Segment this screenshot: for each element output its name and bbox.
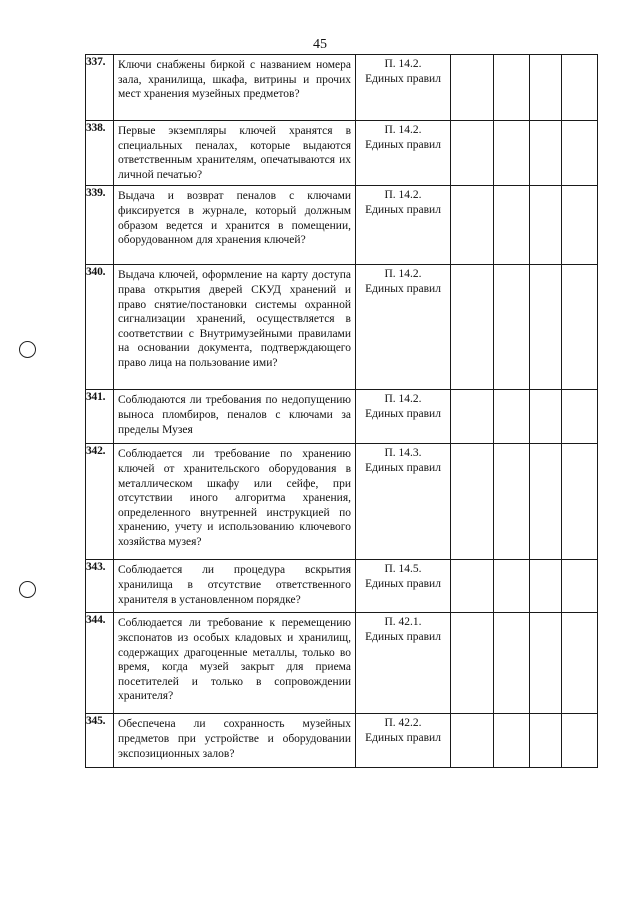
answer-cell[interactable] <box>494 55 530 121</box>
answer-cell[interactable] <box>530 714 562 768</box>
answer-cell[interactable] <box>562 186 598 265</box>
answer-cell[interactable] <box>451 55 494 121</box>
checklist-table <box>85 54 598 768</box>
table-row <box>86 714 598 768</box>
row-number: 337. <box>86 55 114 121</box>
reference-source: Единых правил <box>365 138 441 151</box>
reference-point: П. 42.1. <box>384 616 422 629</box>
answer-cell[interactable] <box>530 265 562 390</box>
answer-cell[interactable] <box>530 186 562 265</box>
question-text: Соблюдается ли процедура вскрытия хранилища в отсутствие ответственного хранителя в установленном порядке? <box>114 560 356 613</box>
answer-cell[interactable] <box>451 265 494 390</box>
answer-cell[interactable] <box>494 714 530 768</box>
answer-cell[interactable] <box>451 186 494 265</box>
answer-cell[interactable] <box>494 265 530 390</box>
row-number: 342. <box>86 444 114 560</box>
table-row <box>86 444 598 560</box>
reference-source: Единых правил <box>365 577 441 590</box>
answer-cell[interactable] <box>451 714 494 768</box>
answer-cell[interactable] <box>451 444 494 560</box>
answer-cell[interactable] <box>530 444 562 560</box>
answer-cell[interactable] <box>494 444 530 560</box>
reference-source: Единых правил <box>365 630 441 643</box>
reference-cell <box>356 186 451 265</box>
question-text: Соблюдаются ли требования по недопущению выноса пломбиров, пеналов с ключами за пределы Музея <box>114 390 356 444</box>
reference-cell <box>356 560 451 613</box>
reference-source: Единых правил <box>365 72 441 85</box>
reference-cell <box>356 121 451 186</box>
row-number: 339. <box>86 186 114 265</box>
table-row <box>86 186 598 265</box>
question-text: Обеспечена ли сохранность музейных предметов при устройстве и оборудовании экспозиционных залов? <box>114 714 356 768</box>
reference-cell <box>356 613 451 714</box>
answer-cell[interactable] <box>530 55 562 121</box>
answer-cell[interactable] <box>494 186 530 265</box>
reference-source: Единых правил <box>365 407 441 420</box>
punch-hole-icon <box>19 341 36 358</box>
answer-cell[interactable] <box>451 613 494 714</box>
answer-cell[interactable] <box>494 560 530 613</box>
reference-source: Единых правил <box>365 461 441 474</box>
answer-cell[interactable] <box>530 560 562 613</box>
answer-cell[interactable] <box>562 265 598 390</box>
reference-point: П. 14.5. <box>384 563 422 576</box>
answer-cell[interactable] <box>562 613 598 714</box>
row-number: 341. <box>86 390 114 444</box>
answer-cell[interactable] <box>562 560 598 613</box>
answer-cell[interactable] <box>451 390 494 444</box>
table-row <box>86 390 598 444</box>
answer-cell[interactable] <box>562 55 598 121</box>
answer-cell[interactable] <box>494 121 530 186</box>
table-row <box>86 55 598 121</box>
reference-point: П. 14.2. <box>384 268 422 281</box>
punch-hole-icon <box>19 581 36 598</box>
table-row <box>86 560 598 613</box>
row-number: 340. <box>86 265 114 390</box>
reference-point: П. 14.2. <box>384 124 422 136</box>
reference-point: П. 14.2. <box>384 393 422 406</box>
reference-cell <box>356 265 451 390</box>
answer-cell[interactable] <box>451 121 494 186</box>
answer-cell[interactable] <box>530 121 562 186</box>
reference-cell <box>356 55 451 121</box>
answer-cell[interactable] <box>494 390 530 444</box>
table-row <box>86 265 598 390</box>
row-number: 343. <box>86 560 114 613</box>
reference-point: П. 14.2. <box>384 189 422 202</box>
reference-source: Единых правил <box>365 203 441 216</box>
answer-cell[interactable] <box>562 390 598 444</box>
question-text: Выдача и возврат пеналов с ключами фиксируется в журнале, который должным образом ведется и хранится в помещении, оборудованном для хранения ключей? <box>114 186 356 265</box>
reference-point: П. 14.3. <box>384 447 422 460</box>
question-text: Соблюдается ли требование к перемещению экспонатов из особых кладовых и хранилищ, содержащих драгоценные металлы, только во время, когда музей закрыт для приема посетителей и только в сопровождении хранителя? <box>114 613 356 714</box>
reference-source: Единых правил <box>365 731 441 744</box>
reference-cell <box>356 714 451 768</box>
row-number: 338. <box>86 121 114 186</box>
question-text: Выдача ключей, оформление на карту доступа права открытия дверей СКУД хранений и право снятие/постановки системы охранной сигнализации хранений, осуществляется в соответствии с Внутримузейными правилами на основании документа, подтверждающего право лица на пользование ими? <box>114 265 356 390</box>
answer-cell[interactable] <box>562 121 598 186</box>
answer-cell[interactable] <box>530 613 562 714</box>
reference-point: П. 14.2. <box>384 58 422 70</box>
answer-cell[interactable] <box>451 560 494 613</box>
question-text: Ключи снабжены биркой с названием номера зала, хранилища, шкафа, витрины и прочих мест хранения музейных предметов? <box>114 55 356 121</box>
answer-cell[interactable] <box>562 714 598 768</box>
table-row <box>86 613 598 714</box>
reference-point: П. 42.2. <box>384 717 422 730</box>
answer-cell[interactable] <box>562 444 598 560</box>
reference-cell <box>356 390 451 444</box>
reference-cell <box>356 444 451 560</box>
row-number: 344. <box>86 613 114 714</box>
question-text: Первые экземпляры ключей хранятся в специальных пеналах, которые выдаются ответственным хранителям, опечатываются их личной печатью? <box>114 121 356 186</box>
row-number: 345. <box>86 714 114 768</box>
question-text: Соблюдается ли требование по хранению ключей от хранительского оборудования в металлическом шкафу или сейфе, при отсутствии иного алгоритма хранения, определенного внутренней инструкцией по хранению, учету и использованию ключевого хозяйства музея? <box>114 444 356 560</box>
table-row <box>86 121 598 186</box>
page-number: 45 <box>313 37 327 52</box>
answer-cell[interactable] <box>530 390 562 444</box>
reference-source: Единых правил <box>365 282 441 295</box>
answer-cell[interactable] <box>494 613 530 714</box>
